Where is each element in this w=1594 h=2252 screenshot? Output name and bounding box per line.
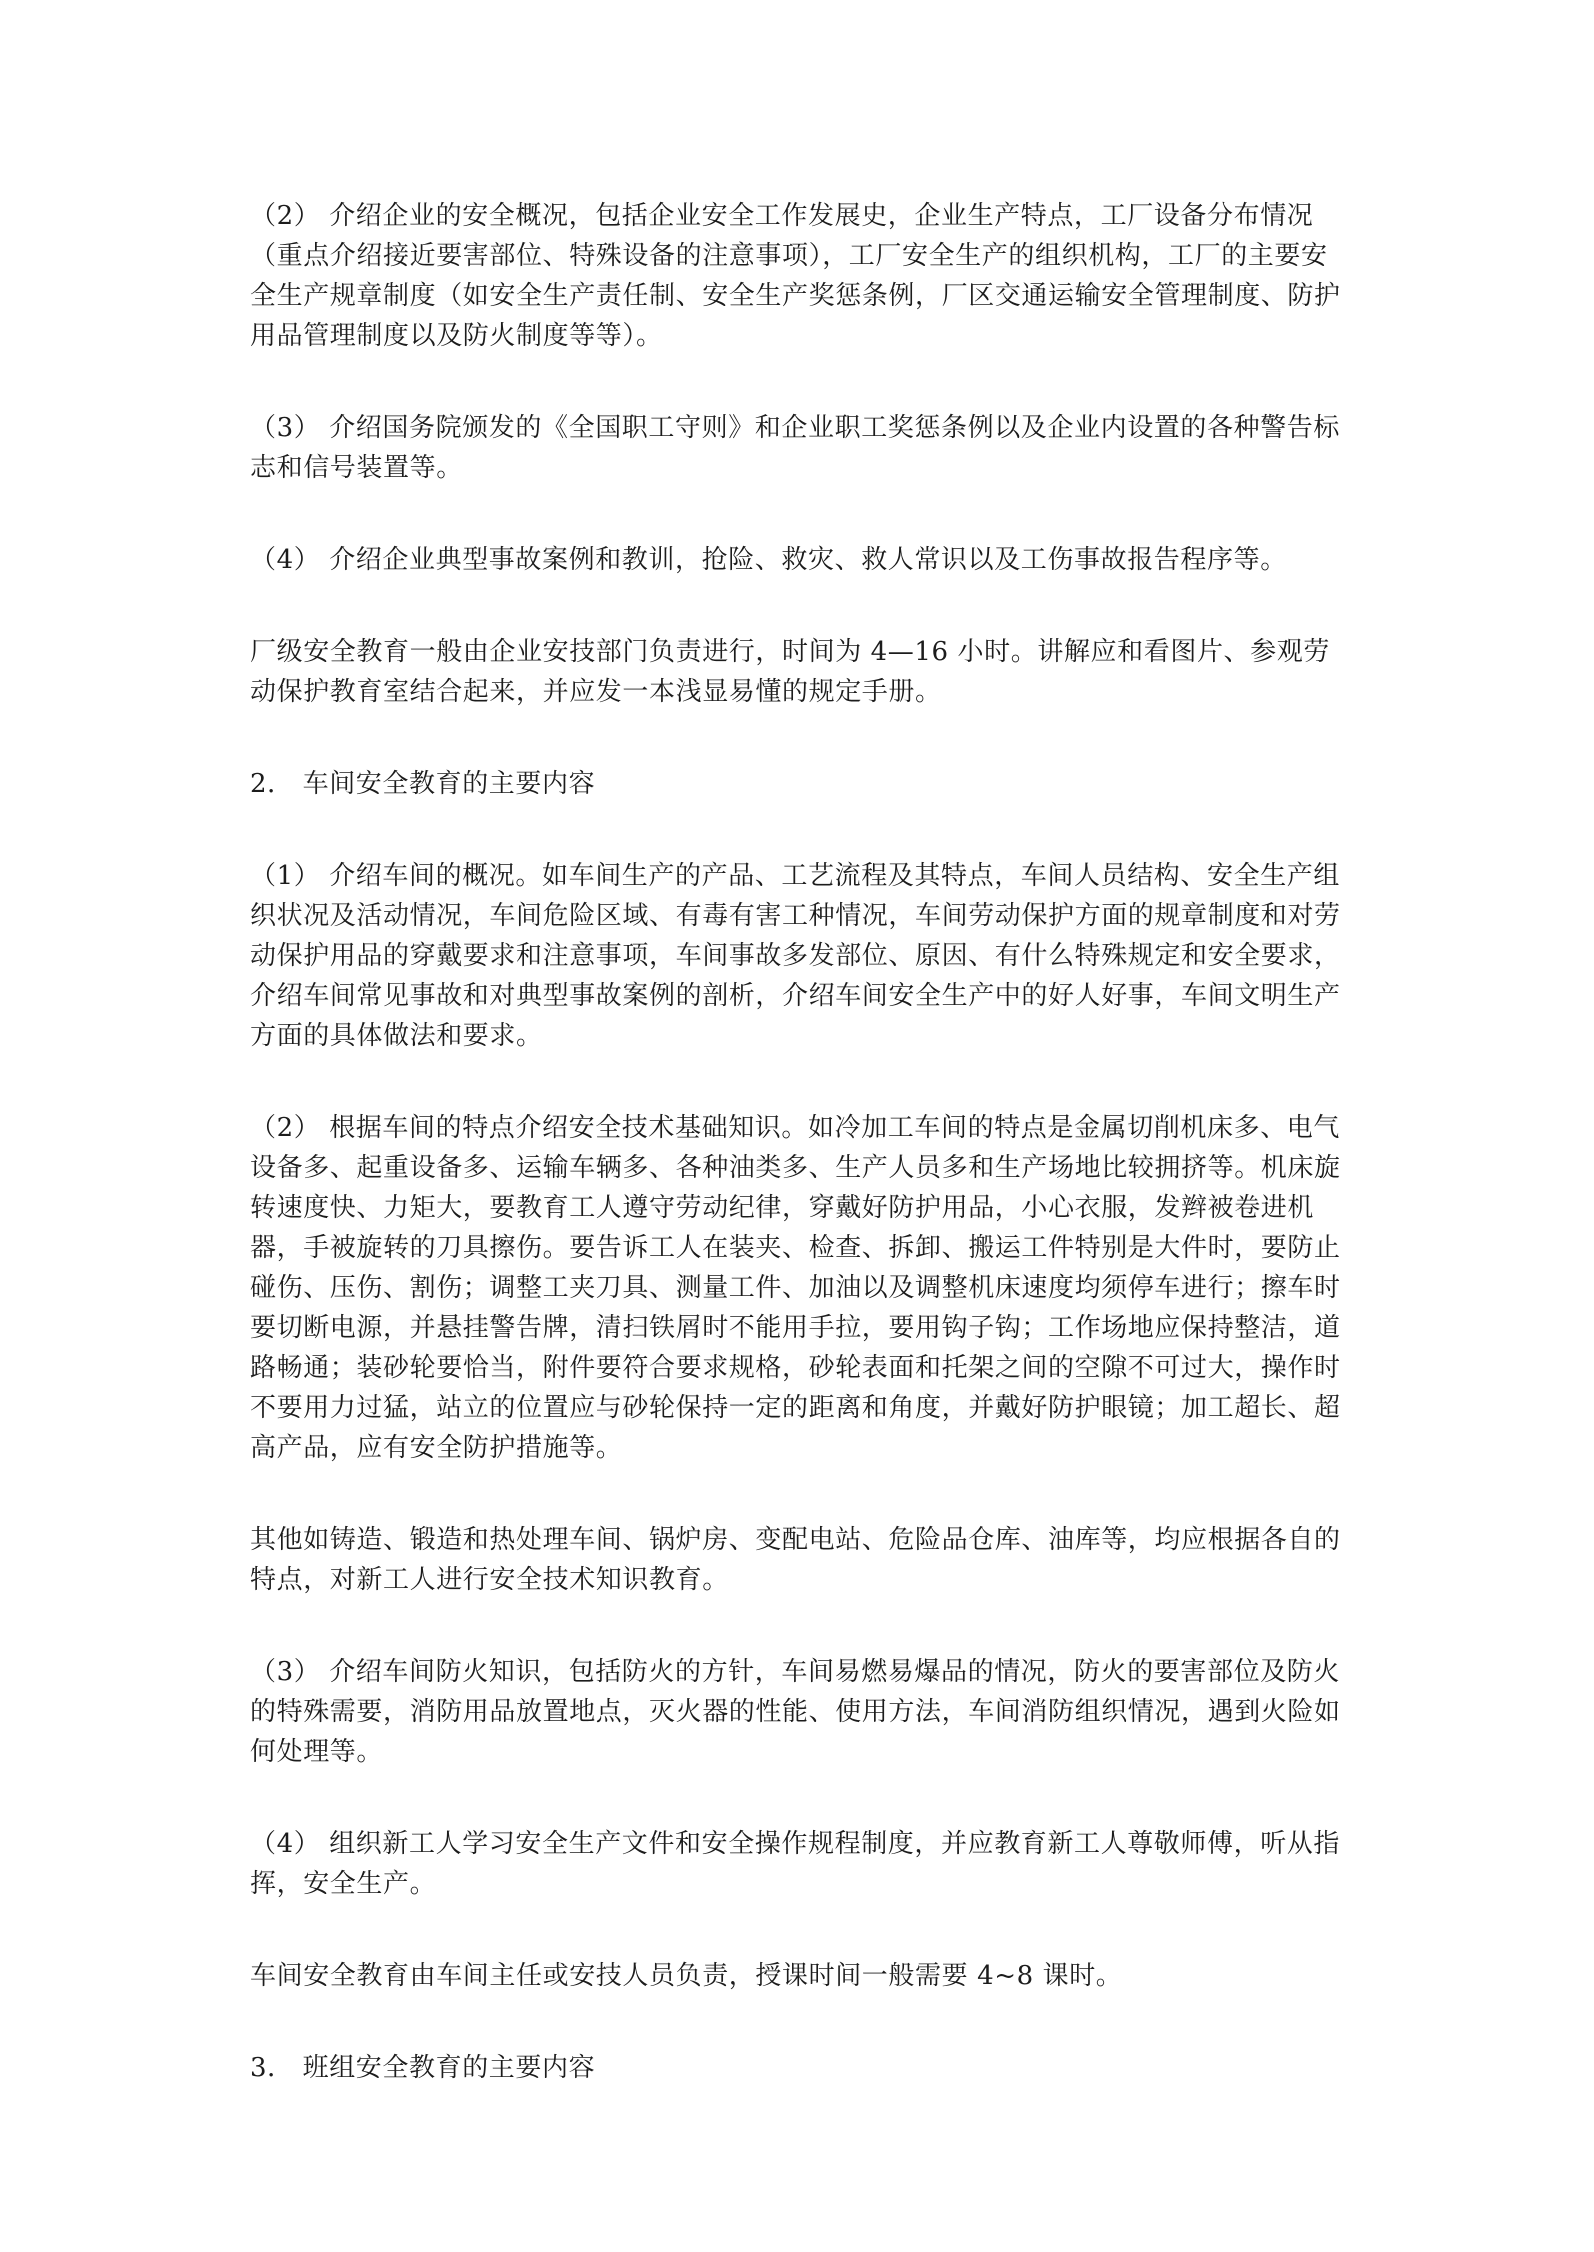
paragraph-factory-level-education: 厂级安全教育一般由企业安技部门负责进行，时间为 4—16 小时。讲解应和看图片、参观劳动保护教育室结合起来，并应发一本浅显易懂的规定手册。 (250, 637, 1330, 707)
paragraph-company-safety-overview: （2） 介绍企业的安全概况，包括企业安全工作发展史，企业生产特点，工厂设备分布情况（重点介绍接近要害部位、特殊设备的注意事项），工厂安全生产的组织机构，工厂的主要安全生产规章制度（如安全生产责任制、安全生产奖惩条例，厂区交通运输安全管理制度、防护用品管理制度以及防火制度等等）。 (250, 201, 1341, 351)
paragraph-safety-technology-basics: （2） 根据车间的特点介绍安全技术基础知识。如冷加工车间的特点是金属切削机床多、电气设备多、起重设备多、运输车辆多、各种油类多、生产人员多和生产场地比较拥挤等。机床旋转速度快、力矩大，要教育工人遵守劳动纪律，穿戴好防护用品，小心衣服，发辫被卷进机器，手被旋转的刀具擦伤。要告诉工人在装夹、检查、拆卸、搬运工件特别是大件时，要防止碰伤、压伤、割伤；调整工夹刀具、测量工件、加油以及调整机床速度均须停车进行；擦车时要切断电源，并悬挂警告牌，清扫铁屑时不能用手拉，要用钩子钩；工作场地应保持整洁，道路畅通；装砂轮要恰当，附件要符合要求规格，砂轮表面和托架之间的空隙不可过大，操作时不要用力过猛，站立的位置应与砂轮保持一定的距离和角度，并戴好防护眼镜；加工超长、超高产品，应有安全防护措施等。 (250, 1113, 1341, 1463)
paragraph-workshop-education-hours: 车间安全教育由车间主任或安技人员负责，授课时间一般需要 4~8 课时。 (250, 1961, 1123, 1991)
paragraph-fire-prevention: （3） 介绍车间防火知识，包括防火的方针，车间易燃易爆品的情况，防火的要害部位及防火的特殊需要，消防用品放置地点，灭火器的性能、使用方法，车间消防组织情况，遇到火险如何处理等。 (250, 1657, 1341, 1767)
section-heading-team-education: 3． 班组安全教育的主要内容 (250, 2053, 596, 2083)
paragraph-accident-cases: （4） 介绍企业典型事故案例和教训，抢险、救灾、救人常识以及工伤事故报告程序等。 (250, 545, 1287, 575)
paragraph-workshop-overview: （1） 介绍车间的概况。如车间生产的产品、工艺流程及其特点，车间人员结构、安全生产组织状况及活动情况，车间危险区域、有毒有害工种情况，车间劳动保护方面的规章制度和对劳动保护用品的穿戴要求和注意事项，车间事故多发部位、原因、有什么特殊规定和安全要求，介绍车间常见事故和对典型事故案例的剖析，介绍车间安全生产中的好人好事，车间文明生产方面的具体做法和要求。 (250, 861, 1341, 1051)
document-body (250, 196, 1350, 2088)
section-heading-workshop-education: 2． 车间安全教育的主要内容 (250, 769, 596, 799)
paragraph-worker-rules: （3） 介绍国务院颁发的《全国职工守则》和企业职工奖惩条例以及企业内设置的各种警告标志和信号装置等。 (250, 413, 1341, 483)
paragraph-other-workshops: 其他如铸造、锻造和热处理车间、锅炉房、变配电站、危险品仓库、油库等，均应根据各自的特点，对新工人进行安全技术知识教育。 (250, 1525, 1341, 1595)
paragraph-safety-documents: （4） 组织新工人学习安全生产文件和安全操作规程制度，并应教育新工人尊敬师傅，听从指挥，安全生产。 (250, 1829, 1341, 1899)
